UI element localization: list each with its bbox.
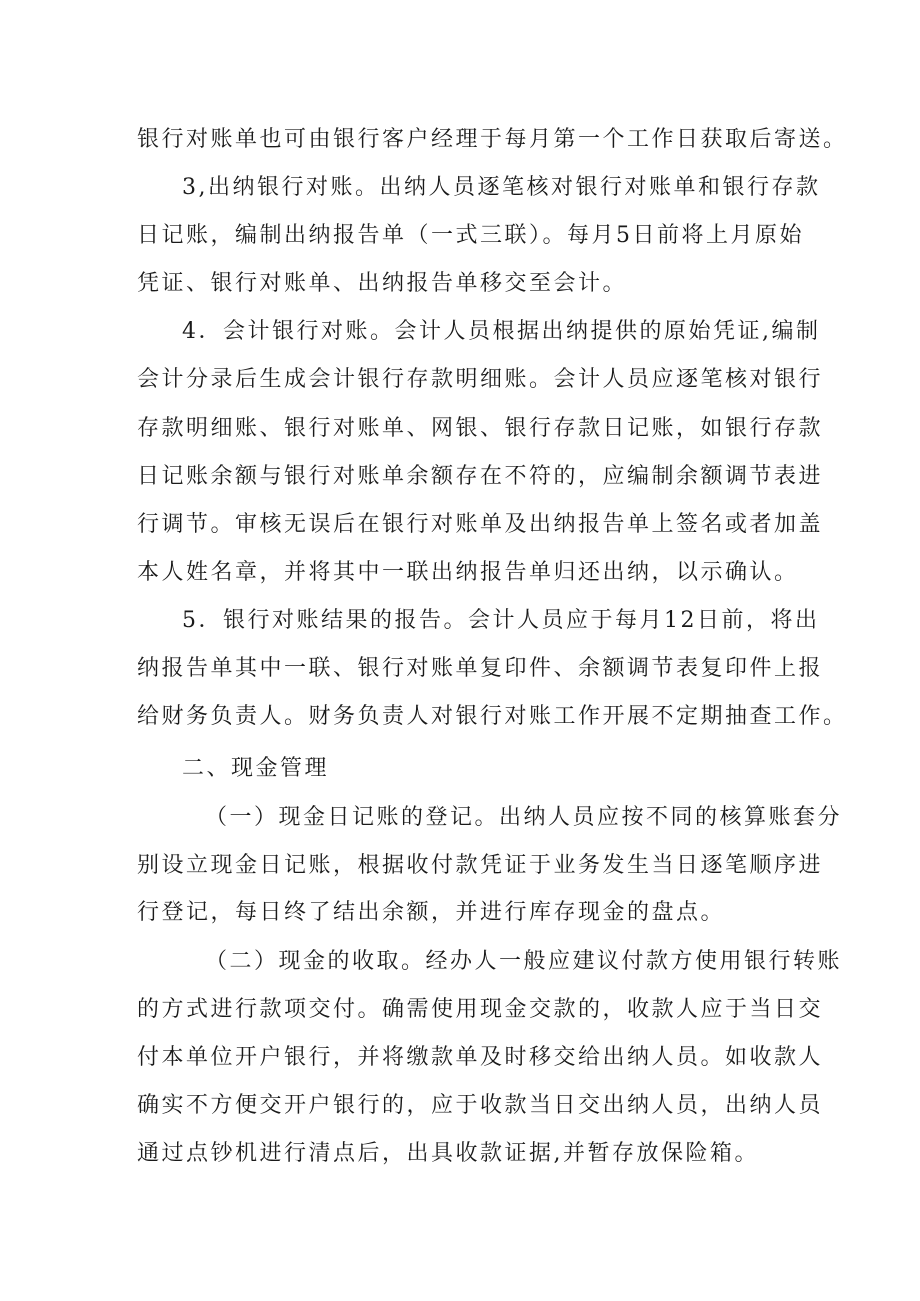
paragraph-line: 3,出纳银行对账。出纳人员逐笔核对银行对账单和银行存款: [182, 175, 821, 200]
paragraph-line: 给财务负责人。财务负责人对银行对账工作开展不定期抽查工作。: [137, 704, 848, 729]
paragraph-line: 行调节。审核无误后在银行对账单及出纳报告单上签名或者加盖: [137, 512, 824, 537]
paragraph-line: （一）现金日记账的登记。出纳人员应按不同的核算账套分: [205, 805, 843, 830]
paragraph-line: 4．会计银行对账。会计人员根据出纳提供的原始凭证,编制: [182, 319, 821, 344]
paragraph-line: 确实不方便交开户银行的，应于收款当日交出纳人员，出纳人员: [137, 1093, 824, 1118]
paragraph-line: 日记账，编制出纳报告单（一式三联）。每月5日前将上月原始: [137, 223, 804, 248]
paragraph-line: 的方式进行款项交付。确需使用现金交款的，收款人应于当日交: [137, 997, 824, 1022]
section-heading: 二、现金管理: [182, 756, 330, 781]
paragraph-line: 5．银行对账结果的报告。会计人员应于每月12日前，将出: [182, 608, 820, 633]
paragraph-line: 本人姓名章，并将其中一联出纳报告单归还出纳，以示确认。: [137, 560, 799, 585]
paragraph-line: 纳报告单其中一联、银行对账单复印件、余额调节表复印件上报: [137, 656, 824, 681]
paragraph-line: 银行对账单也可由银行客户经理于每月第一个工作日获取后寄送。: [137, 127, 848, 152]
paragraph-line: 付本单位开户银行，并将缴款单及时移交给出纳人员。如收款人: [137, 1045, 824, 1070]
paragraph-line: 通过点钞机进行清点后，出具收款证据,并暂存放保险箱。: [137, 1141, 759, 1166]
paragraph-line: 凭证、银行对账单、出纳报告单移交至会计。: [137, 271, 628, 296]
paragraph-line: 会计分录后生成会计银行存款明细账。会计人员应逐笔核对银行: [137, 367, 824, 392]
paragraph-line: （二）现金的收取。经办人一般应建议付款方使用银行转账: [205, 949, 843, 974]
paragraph-line: 行登记，每日终了结出余额，并进行库存现金的盘点。: [137, 900, 726, 925]
paragraph-line: 别设立现金日记账，根据收付款凭证于业务发生当日逐笔顺序进: [137, 853, 824, 878]
paragraph-line: 存款明细账、银行对账单、网银、银行存款日记账，如银行存款: [137, 416, 824, 441]
paragraph-line: 日记账余额与银行对账单余额存在不符的，应编制余额调节表进: [137, 464, 824, 489]
